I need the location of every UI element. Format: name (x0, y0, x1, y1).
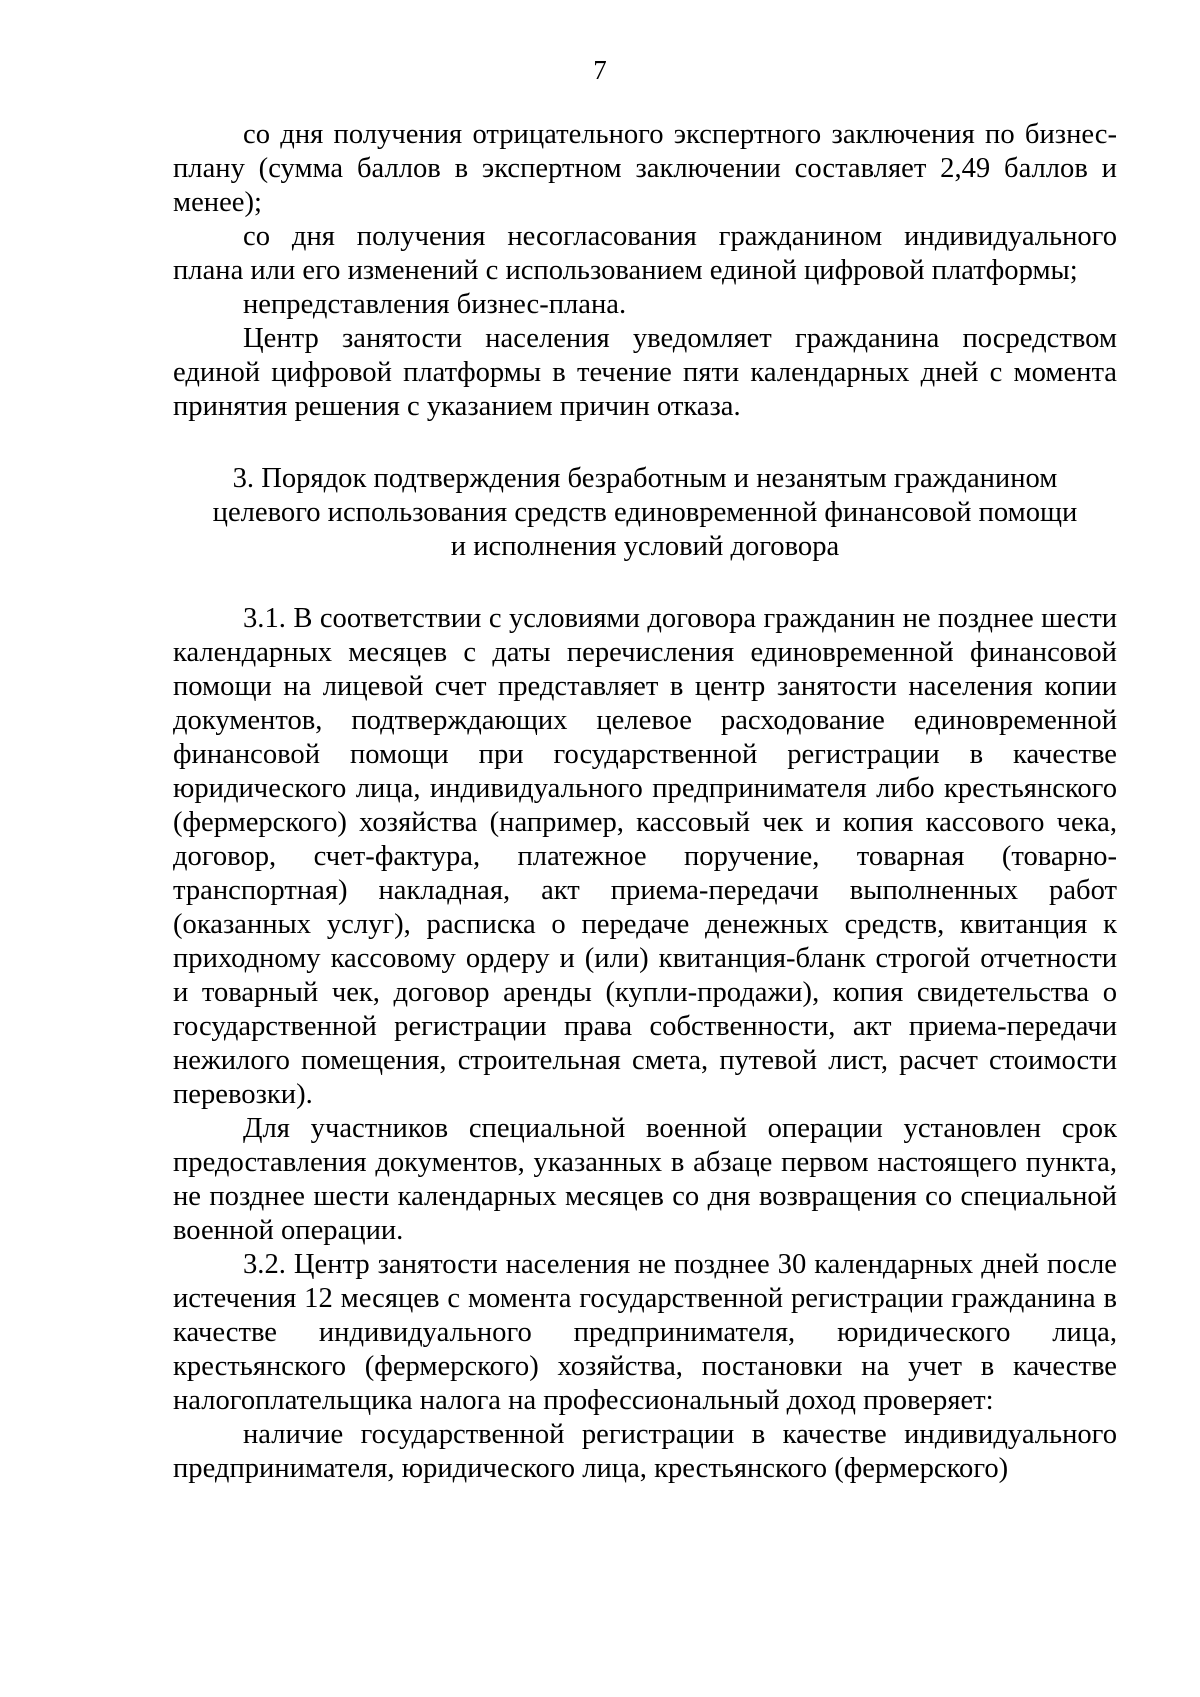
paragraph-no-business-plan: непредставления бизнес-плана. (243, 289, 627, 320)
section-heading-line: 3. Порядок подтверждения безработным и незанятым гражданином (232, 463, 1058, 494)
section-heading (173, 462, 1117, 564)
paragraph-registration-check: наличие государственной регистрации в качестве индивидуального предпринимателя, юридического лица, крестьянского (фермерского) (173, 1419, 1117, 1484)
paragraph-negative-expert-conclusion: со дня получения отрицательного экспертного заключения по бизнес-плану (сумма баллов в экспертном заключении составляет 2,49 баллов и менее); (173, 119, 1117, 218)
section-heading-line: целевого использования средств единовременной финансовой помощи (212, 497, 1078, 528)
document-body (173, 118, 1117, 1486)
section-heading-line: и исполнения условий договора (450, 531, 840, 562)
page-number: 7 (593, 55, 607, 85)
paragraph-3-2: 3.2. Центр занятости населения не позднее 30 календарных дней после истечения 12 месяцев с момента государственной регистрации гражданина в качестве индивидуального предпринимателя, юридического лица, крестьянского (фермерского) хозяйства, постановки на учет в качестве налогоплательщика налога на профессиональный доход проверяет: (173, 1249, 1117, 1416)
paragraph-plan-disagreement: со дня получения несогласования гражданином индивидуального плана или его изменений с использованием единой цифровой платформы; (173, 221, 1117, 286)
paragraph-3-1: 3.1. В соответствии с условиями договора гражданин не позднее шести календарных месяцев с даты перечисления единовременной финансовой помощи на лицевой счет представляет в центр занятости населения копии документов, подтверждающих целевое расходование единовременной финансовой помощи при государственной регистрации в качестве юридического лица, индивидуального предпринимателя либо крестьянского (фермерского) хозяйства (например, кассовый чек и копия кассового чека, договор, счет-фактура, платежное поручение, товарная (товарно-транспортная) накладная, акт приема-передачи выполненных работ (оказанных услуг), расписка о передаче денежных средств, квитанция к приходному кассовому ордеру и (или) квитанция-бланк строгой отчетности и товарный чек, договор аренды (купли-продажи), копия свидетельства о государственной регистрации права собственности, акт приема-передачи нежилого помещения, строительная смета, путевой лист, расчет стоимости перевозки). (173, 603, 1117, 1110)
paragraph-notification: Центр занятости населения уведомляет гражданина посредством единой цифровой платформы в течение пяти календарных дней с момента принятия решения с указанием причин отказа. (173, 323, 1117, 422)
paragraph-svo-participants: Для участников специальной военной операции установлен срок предоставления документов, указанных в абзаце первом настоящего пункта, не позднее шести календарных месяцев со дня возвращения со специальной военной операции. (173, 1113, 1117, 1246)
